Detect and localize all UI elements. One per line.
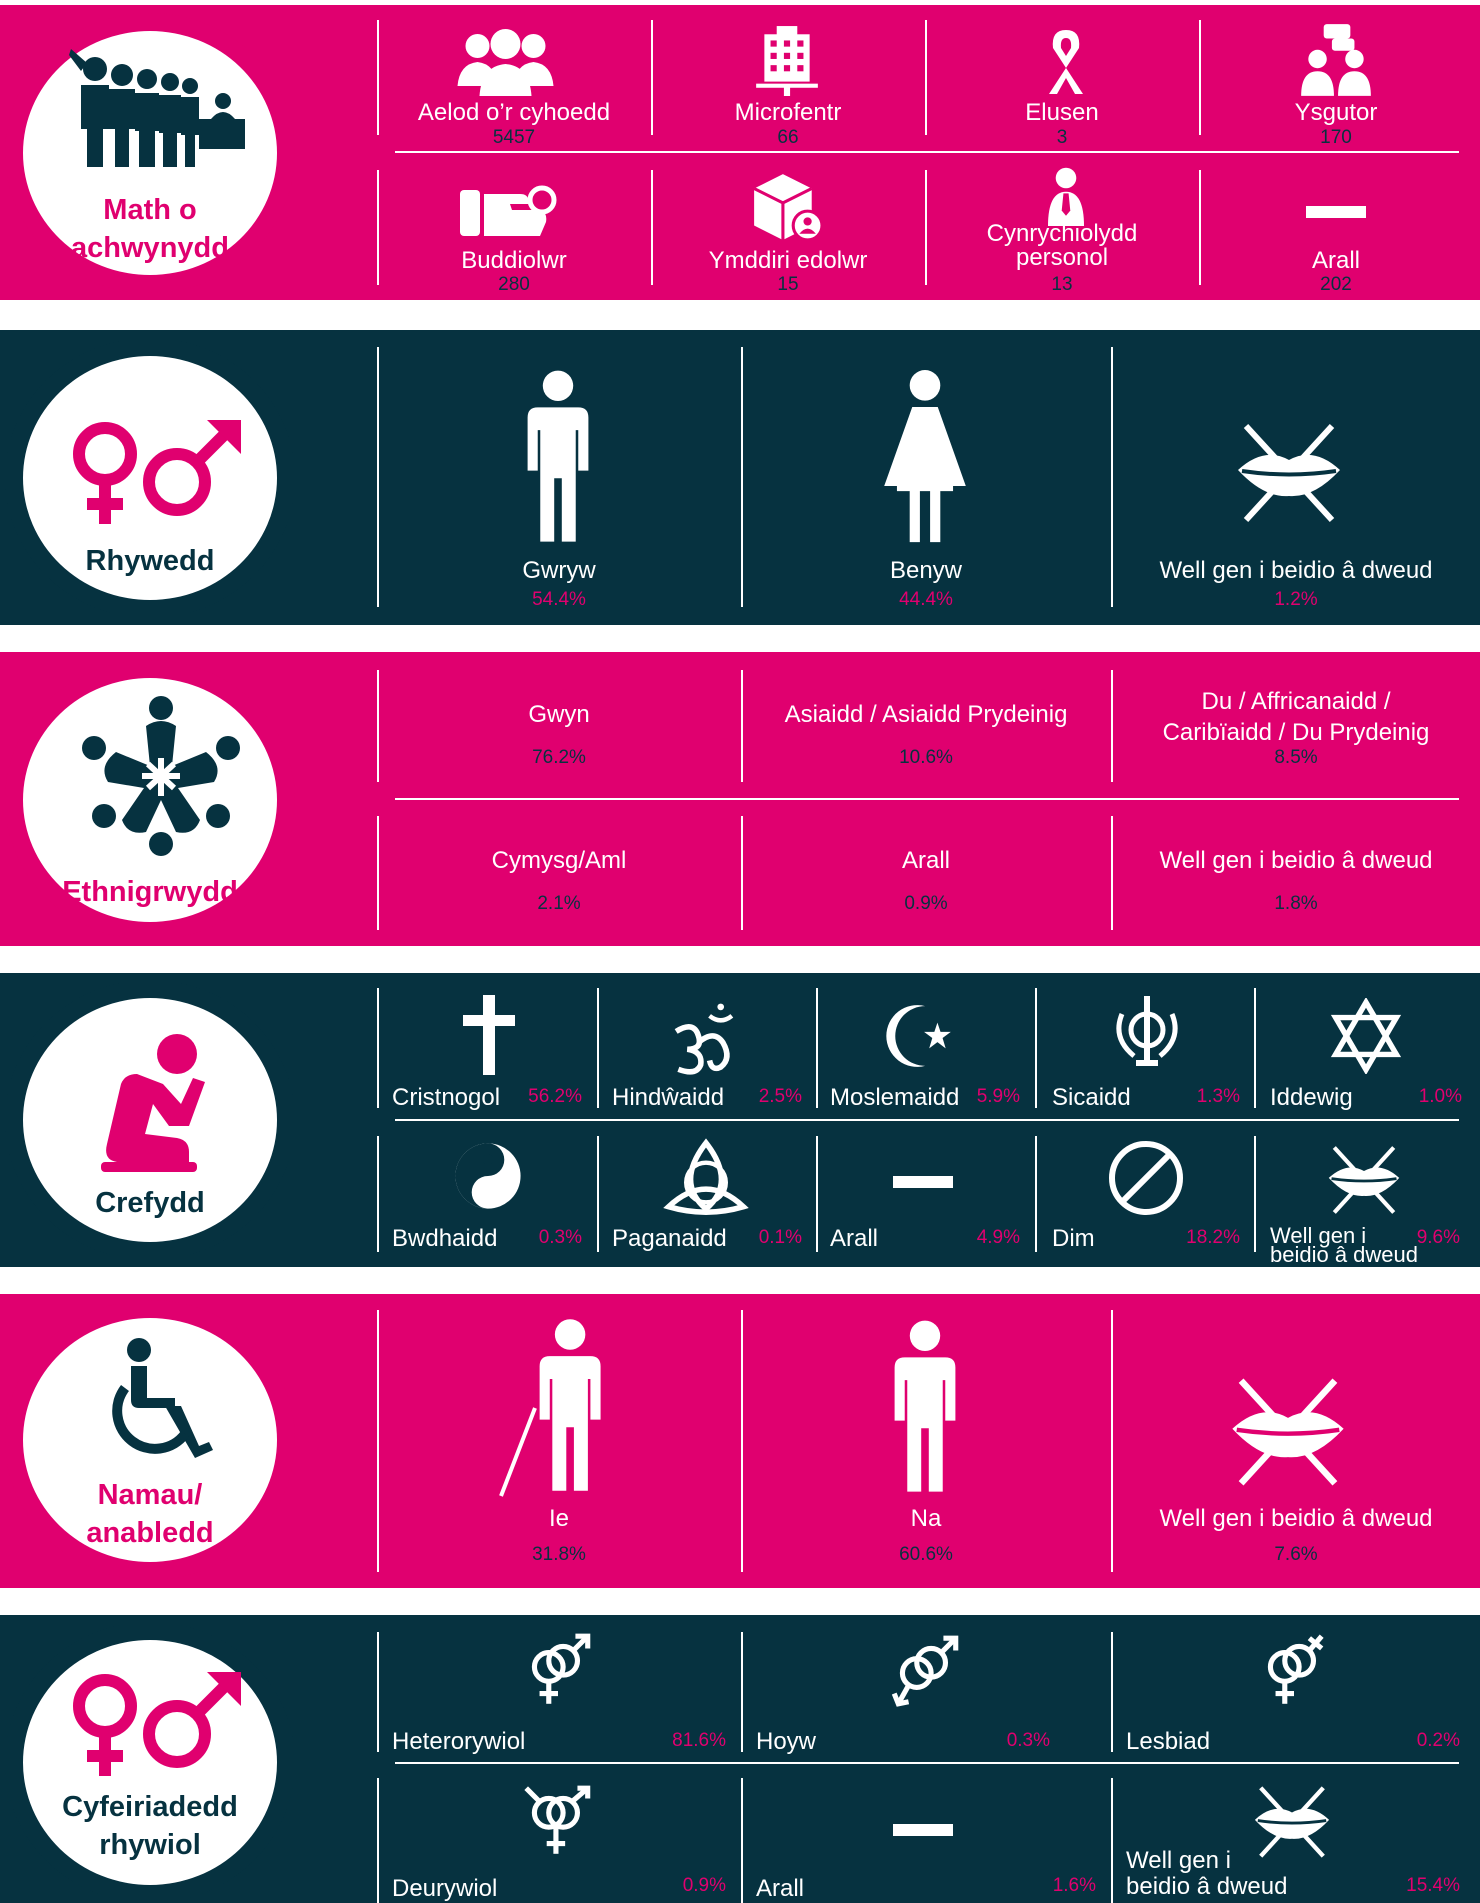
item-value: 9.6% <box>1416 1227 1460 1248</box>
people-circle-icon <box>76 696 246 856</box>
item-label: Na <box>910 1505 942 1532</box>
item-value: 18.2% <box>1186 1227 1240 1248</box>
item-label: Cymysg/Aml <box>491 847 627 874</box>
divider <box>1035 988 1037 1108</box>
item-value: 1.8% <box>1274 893 1318 914</box>
item-value: 4.9% <box>976 1227 1020 1248</box>
religion-title: Crefydd <box>95 1187 205 1219</box>
item-label: Cristnogol <box>392 1084 501 1111</box>
item-label: Hoyw <box>756 1728 817 1755</box>
item-label: Microfentr <box>734 99 842 126</box>
item-label: Arall <box>1311 247 1360 274</box>
item-label: Well gen i beidio â dweud <box>1159 1505 1433 1532</box>
orientation-title: Cyfeiriadedd rhywiol <box>62 1791 238 1861</box>
gender-title: Rhywedd <box>85 545 215 577</box>
item-value: 5457 <box>492 127 536 148</box>
complainant-badge <box>5 13 295 293</box>
divider <box>395 1119 1459 1121</box>
bisexual-symbol-icon <box>518 1780 600 1862</box>
item-label: Heterorywiol <box>392 1728 526 1755</box>
item-value: 2.5% <box>758 1086 802 1107</box>
dash-icon <box>893 1820 953 1840</box>
divider <box>1111 1310 1113 1572</box>
divider <box>377 1310 379 1572</box>
divider <box>1035 1136 1037 1252</box>
disability-badge <box>5 1300 295 1580</box>
gender-symbols-icon <box>65 1668 245 1778</box>
item-label: Cynrychiolydd personol <box>986 220 1138 271</box>
box-person-icon <box>750 170 822 242</box>
people-chat-icon <box>1295 24 1377 96</box>
item-value: 13 <box>1051 274 1073 295</box>
lesbian-symbol-icon <box>1258 1630 1330 1712</box>
divider <box>597 988 599 1108</box>
item-value: 3 <box>1056 127 1068 148</box>
divider <box>741 1632 743 1752</box>
item-label: Dim <box>1052 1225 1095 1252</box>
item-label: Gwryw <box>522 557 596 584</box>
item-label: Iddewig <box>1270 1084 1353 1111</box>
item-label: Well gen i beidio â dweud <box>1270 1223 1419 1267</box>
awareness-ribbon-icon <box>1040 26 1092 96</box>
item-value: 8.5% <box>1274 747 1318 768</box>
divider <box>1254 988 1256 1108</box>
item-value: 54.4% <box>532 589 586 610</box>
divider <box>816 988 818 1108</box>
divider <box>741 1778 743 1903</box>
item-value: 0.3% <box>1006 1730 1050 1751</box>
divider <box>377 988 379 1108</box>
item-value: 81.6% <box>672 1730 726 1751</box>
cross-icon <box>458 995 520 1075</box>
item-value: 15.4% <box>1406 1875 1460 1896</box>
item-value: 10.6% <box>899 747 953 768</box>
divider <box>741 1310 743 1572</box>
man-with-cane-icon <box>497 1318 607 1498</box>
item-value: 2.1% <box>537 893 581 914</box>
star-of-david-icon <box>1328 998 1404 1074</box>
item-label: Sicaidd <box>1052 1084 1131 1111</box>
khanda-icon <box>1112 994 1182 1074</box>
item-label: Ymddiri edolwr <box>708 247 868 274</box>
divider <box>377 1632 379 1752</box>
item-value: 1.6% <box>1052 1875 1096 1896</box>
item-value: 0.3% <box>538 1227 582 1248</box>
item-value: 15 <box>777 274 799 295</box>
religion-badge <box>5 980 295 1260</box>
man-icon <box>887 1318 963 1498</box>
item-value: 66 <box>777 127 799 148</box>
item-value: 56.2% <box>528 1086 582 1107</box>
item-value: 7.6% <box>1274 1544 1318 1565</box>
item-label: Asiaidd / Asiaidd Prydeinig <box>784 701 1068 728</box>
item-label: Ie <box>548 1505 569 1532</box>
triquetra-icon <box>662 1138 750 1216</box>
item-value: 202 <box>1320 274 1352 295</box>
yin-yang-icon <box>450 1138 526 1214</box>
item-value: 1.3% <box>1196 1086 1240 1107</box>
man-icon <box>520 368 596 548</box>
wheelchair-icon <box>103 1336 215 1464</box>
complainant-title: Math o achwynydd <box>71 194 229 264</box>
item-label: Elusen <box>1025 99 1099 126</box>
divider <box>1254 1136 1256 1252</box>
item-label: Aelod o’r cyhoedd <box>417 99 611 126</box>
item-label: Gwyn <box>528 701 590 728</box>
ethnicity-title: Ethnigrwydd <box>62 876 238 908</box>
item-value: 0.1% <box>758 1227 802 1248</box>
item-label: Ysgutor <box>1294 99 1378 126</box>
item-value: 76.2% <box>532 747 586 768</box>
item-label: Deurywiol <box>392 1875 498 1902</box>
item-value: 44.4% <box>899 589 953 610</box>
item-value: 60.6% <box>899 1544 953 1565</box>
divider <box>1111 1778 1113 1903</box>
crescent-star-icon <box>886 1000 958 1072</box>
item-label: Moslemaidd <box>830 1084 960 1111</box>
item-label: Du / Affricanaidd / Caribïaidd / Du Prydeinig <box>1162 688 1430 746</box>
divider <box>395 151 1459 153</box>
office-building-icon <box>756 24 818 96</box>
item-label: Hindŵaidd <box>612 1084 725 1111</box>
divider <box>395 1762 1459 1764</box>
ethnicity-badge <box>5 660 295 940</box>
item-label: Lesbiad <box>1126 1728 1211 1755</box>
item-label: Bwdhaidd <box>392 1225 498 1252</box>
item-label: Arall <box>756 1875 805 1902</box>
item-value: 0.9% <box>682 1875 726 1896</box>
item-label: Well gen i beidio â dweud <box>1126 1847 1288 1900</box>
gender-badge <box>5 338 295 618</box>
lips-crossed-icon <box>1228 1372 1348 1492</box>
item-value: 31.8% <box>532 1544 586 1565</box>
item-label: Paganaidd <box>612 1225 727 1252</box>
prohibited-icon <box>1106 1138 1186 1218</box>
item-value: 1.0% <box>1418 1086 1462 1107</box>
lips-crossed-icon <box>1234 418 1344 528</box>
item-label: Well gen i beidio â dweud <box>1159 847 1433 874</box>
people-group-icon <box>453 28 558 98</box>
item-value: 1.2% <box>1274 589 1318 610</box>
item-label: Benyw <box>889 557 963 584</box>
orientation-badge <box>5 1622 295 1903</box>
dash-icon <box>1306 202 1366 222</box>
person-tie-icon <box>1040 166 1092 226</box>
lips-crossed-icon <box>1326 1142 1402 1218</box>
divider <box>1111 1632 1113 1752</box>
om-icon <box>664 998 744 1076</box>
divider <box>377 1136 379 1252</box>
gay-symbol-icon <box>890 1630 962 1712</box>
divider <box>597 1136 599 1252</box>
dash-icon <box>893 1172 953 1192</box>
item-label: Arall <box>901 847 950 874</box>
item-value: 0.9% <box>904 893 948 914</box>
gender-symbols-icon <box>65 416 245 526</box>
item-label: Arall <box>830 1225 879 1252</box>
item-value: 0.2% <box>1416 1730 1460 1751</box>
woman-icon <box>874 368 976 548</box>
divider <box>816 1136 818 1252</box>
disability-title: Namau/ anabledd <box>86 1479 214 1549</box>
item-label: Buddiolwr <box>461 247 567 274</box>
item-value: 5.9% <box>976 1086 1020 1107</box>
queue-people-icon <box>67 49 247 169</box>
hetero-symbol-icon <box>522 1630 594 1712</box>
hand-coin-icon <box>460 180 560 240</box>
praying-person-icon <box>97 1034 217 1174</box>
item-value: 170 <box>1320 127 1352 148</box>
item-value: 280 <box>498 274 530 295</box>
divider <box>395 798 1459 800</box>
item-label: Well gen i beidio â dweud <box>1159 557 1433 584</box>
divider <box>377 1778 379 1903</box>
